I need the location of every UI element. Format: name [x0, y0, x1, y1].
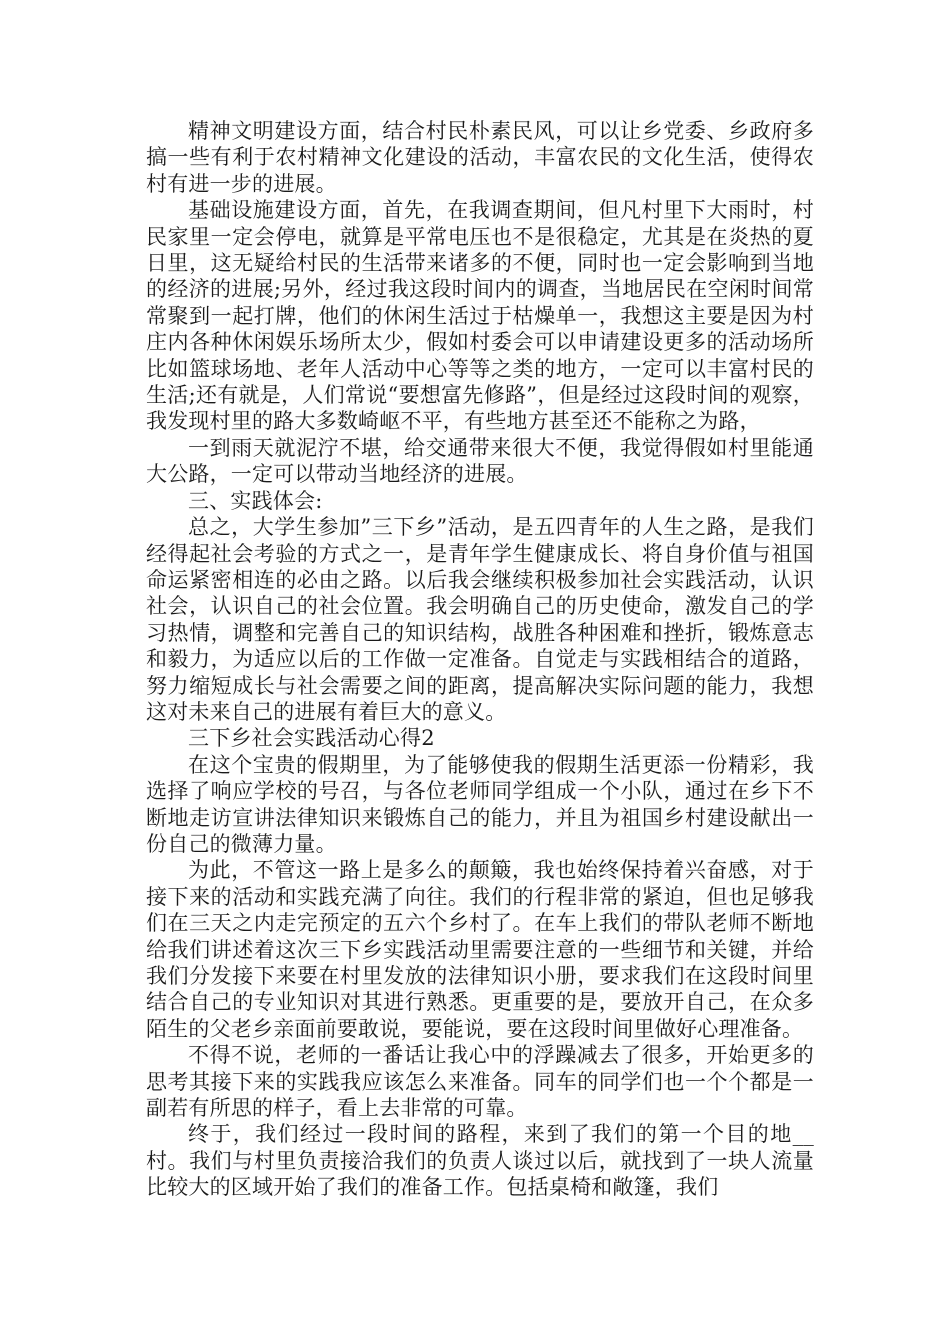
- section-heading-practice-experience: 三、实践体会:: [188, 488, 323, 513]
- paragraph-arrival: 终于，我们经过一段时间的路程，来到了我们的第一个目的地__村。我们与村里负责接洽我们的负责人谈过以后，就找到了一块人流量比较大的区域开始了我们的准备工作。包括桌椅和敞篷，我们: [146, 1122, 814, 1200]
- paragraph-journey: 为此，不管这一路上是多么的颠簸，我也始终保持着兴奋感，对于接下来的活动和实践充满了向往。我们的行程非常的紧迫，但也足够我们在三天之内走完预定的五六个乡村了。在车上我们的带队老师不断地给我们讲述着这次三下乡实践活动里需要注意的一些细节和关键，并给我们分发接下来要在村里发放的法律知识小册，要求我们在这段时间里结合自己的专业知识对其进行熟悉。更重要的是，要放开自己，在众多陌生的父老乡亲面前要敢说，要能说，要在这段时间里做好心理准备。: [146, 858, 814, 1041]
- paragraph-infrastructure: 基础设施建设方面，首先，在我调查期间，但凡村里下大雨时，村民家里一定会停电，就算是平常电压也不是很稳定，尤其是在炎热的夏日里，这无疑给村民的生活带来诸多的不便，同时也一定会影响到当地的经济的进展;另外，经过我这段时间内的调查，当地居民在空闲时间常常聚到一起打牌，他们的休闲生活过于枯燥单一，我想这主要是因为村庄内各种休闲娱乐场所太少，假如村委会可以申请建设更多的活动场所比如篮球场地、老年人活动中心等等之类的地方，一定可以丰富村民的生活;还有就是，人们常说“要想富先修路”，但是经过这段时间的观察，我发现村里的路大多数崎岖不平，有些地方甚至还不能称之为路，: [146, 198, 814, 434]
- paragraph-holiday-intro: 在这个宝贵的假期里，为了能够使我的假期生活更添一份精彩，我选择了响应学校的号召，与各位老师同学组成一个小队，通过在乡下不断地走访宣讲法律知识来锻炼自己的能力，并且为祖国乡村建设献出一份自己的微薄力量。: [146, 752, 814, 856]
- paragraph-teacher-words: 不得不说，老师的一番话让我心中的浮躁减去了很多，开始更多的思考其接下来的实践我应该怎么来准备。同车的同学们也一个个都是一副若有所思的样子，看上去非常的可靠。: [146, 1043, 814, 1121]
- paragraph-rainy-roads: 一到雨天就泥泞不堪，给交通带来很大不便，我觉得假如村里能通大公路，一定可以带动当地经济的进展。: [146, 435, 814, 487]
- paragraph-conclusion: 总之，大学生参加”三下乡”活动，是五四青年的人生之路，是我们经得起社会考验的方式之一，是青年学生健康成长、将自身价值与祖国命运紧密相连的必由之路。以后我会继续积极参加社会实践活动，认识社会，认识自己的社会位置。我会明确自己的历史使命，激发自己的学习热情，调整和完善自己的知识结构，战胜各种困难和挫折，锻炼意志和毅力，为适应以后的工作做一定准备。自觉走与实践相结合的道路，努力缩短成长与社会需要之间的距离，提高解决实际问题的能力，我想这对未来自己的进展有着巨大的意义。: [146, 515, 814, 724]
- document-page: [146, 118, 814, 1201]
- article-title-2: 三下乡社会实践活动心得2: [188, 726, 435, 751]
- paragraph-spiritual-civilization: 精神文明建设方面，结合村民朴素民风，可以让乡党委、乡政府多搞一些有利于农村精神文化建设的活动，丰富农民的文化生活，使得农村有进一步的进展。: [146, 119, 814, 196]
